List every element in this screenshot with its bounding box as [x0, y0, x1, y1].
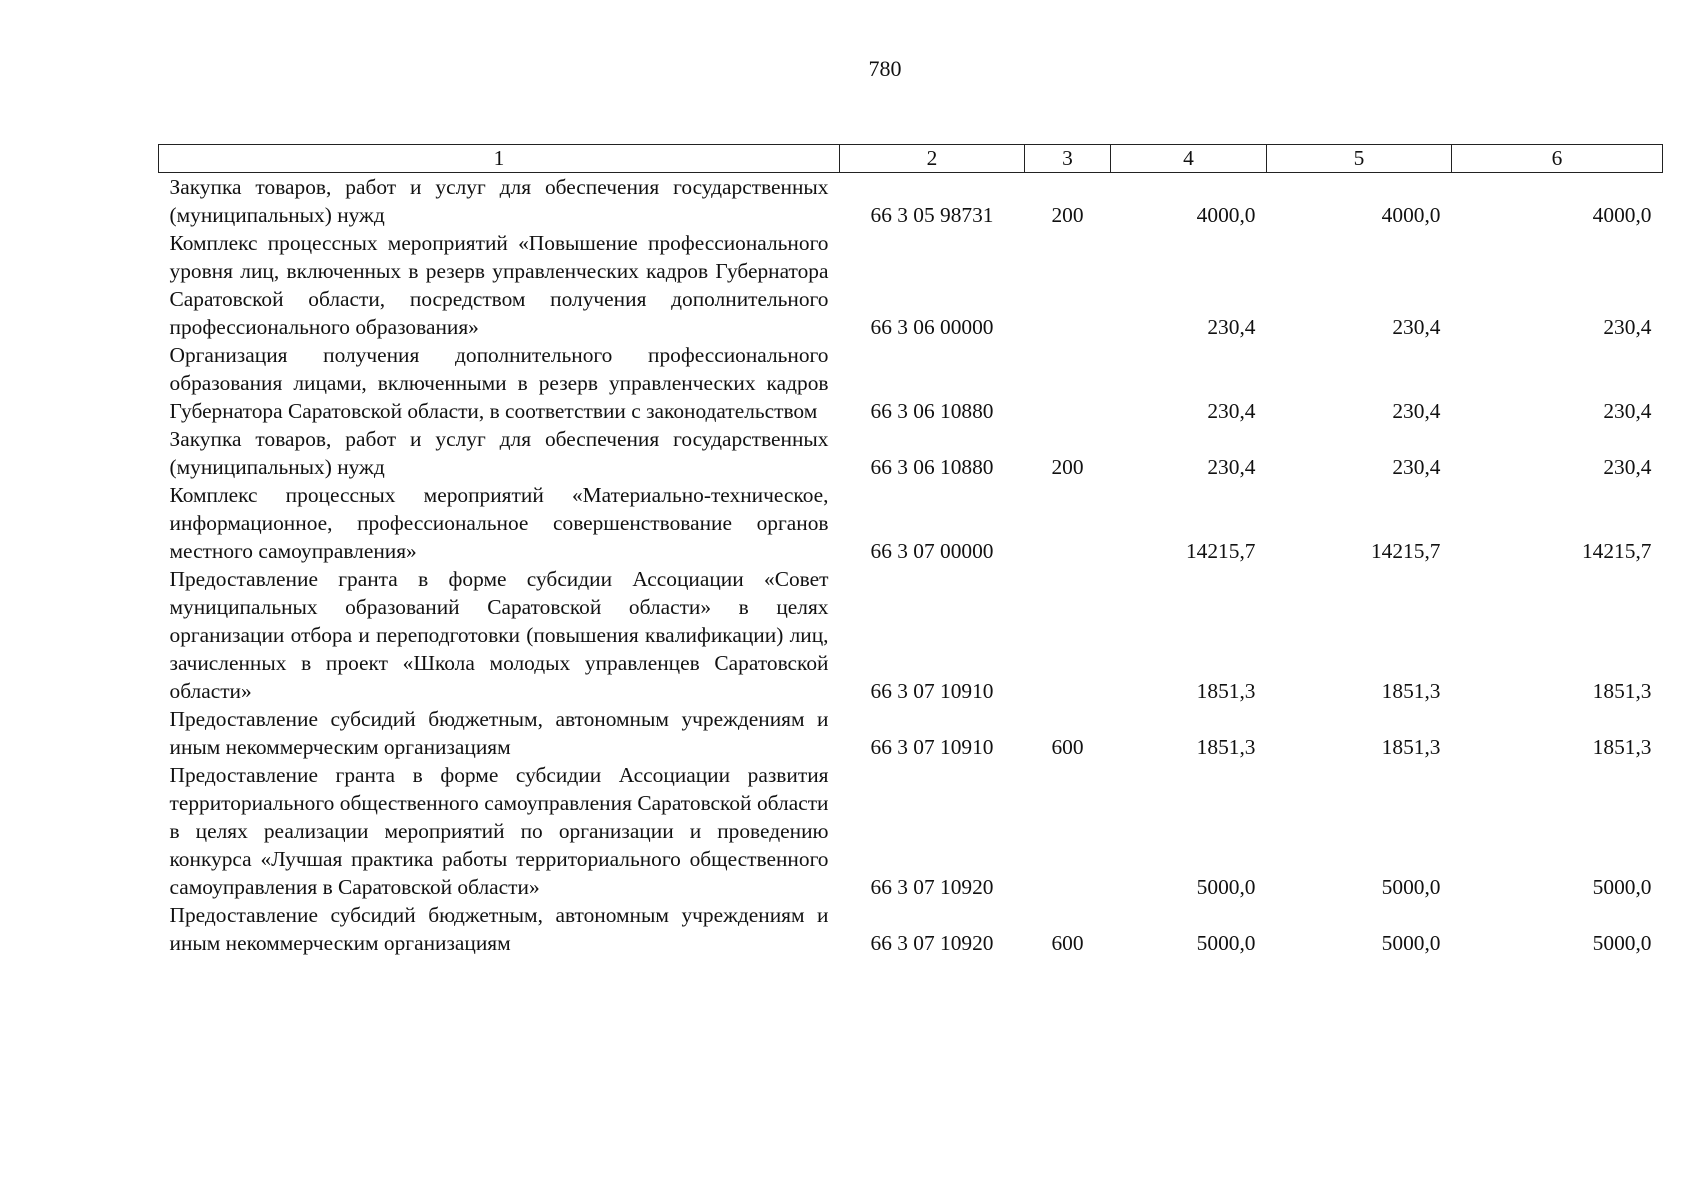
- expense-type: [1025, 481, 1111, 565]
- item-code: 66 3 07 10920: [870, 875, 994, 899]
- item-code: 66 3 07 10920: [870, 931, 994, 955]
- header-row: [159, 145, 1663, 173]
- amount-col6: 4000,0: [1592, 203, 1652, 227]
- amount-col4: 4000,0: [1196, 203, 1256, 227]
- amount-col4: 1851,3: [1196, 735, 1256, 759]
- amount-col5: 230,4: [1392, 315, 1441, 339]
- item-code: 66 3 06 00000: [870, 315, 994, 339]
- amount-col5: 230,4: [1392, 399, 1441, 423]
- table-row: [159, 901, 1663, 957]
- amount-col5: 1851,3: [1381, 679, 1441, 703]
- column-header-4: 4: [1111, 145, 1267, 173]
- amount-col4: 230,4: [1207, 455, 1256, 479]
- table-row: [159, 341, 1663, 425]
- table-row: [159, 173, 1663, 230]
- amount-col5: 14215,7: [1370, 539, 1441, 563]
- amount-col6: 230,4: [1603, 315, 1652, 339]
- item-code: 66 3 07 10910: [870, 735, 994, 759]
- page-number: 780: [868, 56, 902, 81]
- table-header: [159, 145, 1663, 173]
- amount-col4: 230,4: [1207, 399, 1256, 423]
- amount-col5: 5000,0: [1381, 931, 1441, 955]
- column-header-6: 6: [1452, 145, 1663, 173]
- item-name: Предоставление гранта в форме субсидии Ассоциации «Совет муниципальных образований Саратовской области» в целях организации отбора и переподготовки (повышения квалификации) лиц, зачисленных в проект «Школа молодых управленцев Саратовской области»: [169, 567, 829, 703]
- expense-type: 200: [1051, 203, 1084, 227]
- item-name: Комплекс процессных мероприятий «Материально-техническое, информационное, профессиональное совершенствование органов местного самоуправления»: [169, 483, 829, 563]
- expense-type: 200: [1051, 455, 1084, 479]
- expense-type: [1025, 341, 1111, 425]
- expense-type: [1025, 229, 1111, 341]
- table-row: [159, 761, 1663, 901]
- amount-col4: 5000,0: [1196, 875, 1256, 899]
- amount-col5: 1851,3: [1381, 735, 1441, 759]
- item-name: Организация получения дополнительного профессионального образования лицами, включенными в резерв управленческих кадров Губернатора Саратовской области, в соответствии с законодательством: [169, 343, 829, 423]
- table-body: [159, 173, 1663, 958]
- budget-table: [158, 144, 1663, 957]
- amount-col5: 5000,0: [1381, 875, 1441, 899]
- table-row: [159, 565, 1663, 705]
- item-name: Закупка товаров, работ и услуг для обеспечения государственных (муниципальных) нужд: [169, 175, 829, 227]
- amount-col6: 5000,0: [1592, 875, 1652, 899]
- expense-type: [1025, 565, 1111, 705]
- amount-col6: 230,4: [1603, 399, 1652, 423]
- column-header-5: 5: [1267, 145, 1452, 173]
- amount-col5: 230,4: [1392, 455, 1441, 479]
- column-header-1: 1: [159, 145, 840, 173]
- expense-type: 600: [1051, 931, 1084, 955]
- item-name: Предоставление субсидий бюджетным, автономным учреждениям и иным некоммерческим организациям: [169, 903, 829, 955]
- expense-type: [1025, 761, 1111, 901]
- item-name: Предоставление гранта в форме субсидии Ассоциации развития территориального общественного самоуправления Саратовской области в целях реализации мероприятий по организации и проведению конкурса «Лучшая практика работы территориального общественного самоуправления в Саратовской области»: [169, 763, 829, 899]
- table-row: [159, 481, 1663, 565]
- item-code: 66 3 07 10910: [870, 679, 994, 703]
- amount-col4: 230,4: [1207, 315, 1256, 339]
- amount-col6: 1851,3: [1592, 735, 1652, 759]
- table-row: [159, 229, 1663, 341]
- item-name: Комплекс процессных мероприятий «Повышение профессионального уровня лиц, включенных в резерв управленческих кадров Губернатора Саратовской области, посредством получения дополнительного профессионального образования»: [169, 231, 829, 339]
- item-name: Закупка товаров, работ и услуг для обеспечения государственных (муниципальных) нужд: [169, 427, 829, 479]
- amount-col6: 230,4: [1603, 455, 1652, 479]
- amount-col4: 1851,3: [1196, 679, 1256, 703]
- table-row: [159, 705, 1663, 761]
- item-code: 66 3 06 10880: [870, 455, 994, 479]
- amount-col5: 4000,0: [1381, 203, 1441, 227]
- item-name: Предоставление субсидий бюджетным, автономным учреждениям и иным некоммерческим организациям: [169, 707, 829, 759]
- item-code: 66 3 05 98731: [870, 203, 994, 227]
- amount-col4: 14215,7: [1185, 539, 1256, 563]
- table-row: [159, 425, 1663, 481]
- column-header-2: 2: [840, 145, 1025, 173]
- expense-type: 600: [1051, 735, 1084, 759]
- amount-col6: 5000,0: [1592, 931, 1652, 955]
- column-header-3: 3: [1025, 145, 1111, 173]
- item-code: 66 3 06 10880: [870, 399, 994, 423]
- amount-col6: 14215,7: [1581, 539, 1652, 563]
- item-code: 66 3 07 00000: [870, 539, 994, 563]
- amount-col4: 5000,0: [1196, 931, 1256, 955]
- amount-col6: 1851,3: [1592, 679, 1652, 703]
